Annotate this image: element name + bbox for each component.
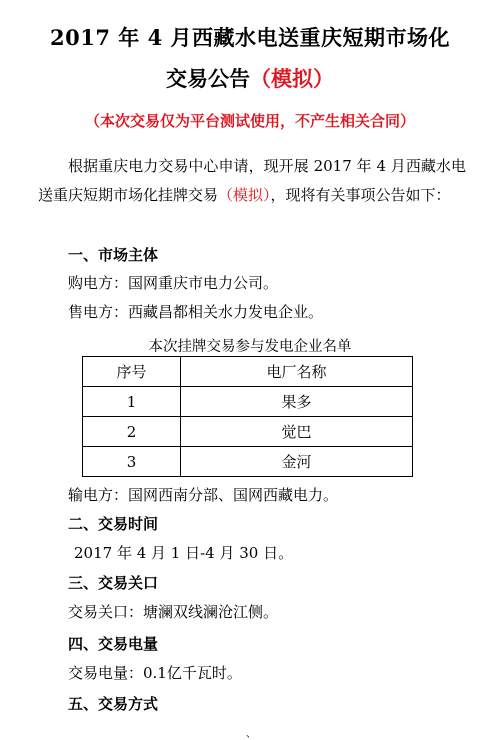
- title-simulation-tag: （模拟）: [250, 66, 334, 91]
- intro-simulation-tag: （模拟）: [218, 186, 271, 204]
- section-3-heading: 三、交易关口: [68, 574, 159, 592]
- intro-paragraph: [38, 152, 466, 210]
- section-4-heading: 四、交易电量: [68, 635, 159, 653]
- trade-gateway-text: 交易关口：塘澜双线澜沧江侧。: [68, 603, 279, 621]
- cell-plant-name: 果多: [181, 387, 413, 417]
- cell-serial: 2: [83, 417, 181, 447]
- disclaimer-text: （本次交易仅为平台测试使用，不产生相关合同）: [84, 112, 415, 130]
- section-2-heading: 二、交易时间: [68, 515, 159, 533]
- cell-serial: 3: [83, 447, 181, 477]
- cell-plant-name: 金河: [181, 447, 413, 477]
- intro-text-2: ，现将有关事项公告如下：: [270, 186, 451, 204]
- section-5-heading: 五、交易方式: [68, 695, 159, 713]
- title-line-1: 2017 年 4 月西藏水电送重庆短期市场化: [50, 25, 450, 50]
- intro-text-1: 根据重庆电力交易中心申请，现开展 2017 年 4 月西藏水电送重庆短期市场化挂牌交易: [38, 157, 466, 204]
- section-1-heading: 一、市场主体: [68, 246, 159, 264]
- trade-period-text: 2017 年 4 月 1 日-4 月 30 日。: [74, 544, 294, 562]
- table-row: [83, 447, 413, 477]
- seller-text: 售电方：西藏昌都相关水力发电企业。: [68, 303, 324, 321]
- header-serial: 序号: [83, 357, 181, 387]
- table-caption: 本次挂牌交易参与发电企业名单: [148, 339, 352, 355]
- cell-serial: 1: [83, 387, 181, 417]
- header-plant-name: 电厂名称: [181, 357, 413, 387]
- table-row: [83, 417, 413, 447]
- buyer-text: 购电方：国网重庆市电力公司。: [68, 274, 279, 292]
- transmitter-text: 输电方：国网西南分部、国网西藏电力。: [68, 486, 339, 504]
- table-header-row: [83, 357, 413, 387]
- cell-plant-name: 觉巴: [181, 417, 413, 447]
- power-plant-table: [82, 356, 413, 477]
- table-row: [83, 387, 413, 417]
- title-line-2: [0, 63, 500, 93]
- title-line-2-text: 交易公告: [166, 66, 250, 91]
- trade-volume-text: 交易电量：0.1亿千瓦时。: [68, 664, 242, 682]
- page-bottom-mark: 、: [246, 729, 256, 740]
